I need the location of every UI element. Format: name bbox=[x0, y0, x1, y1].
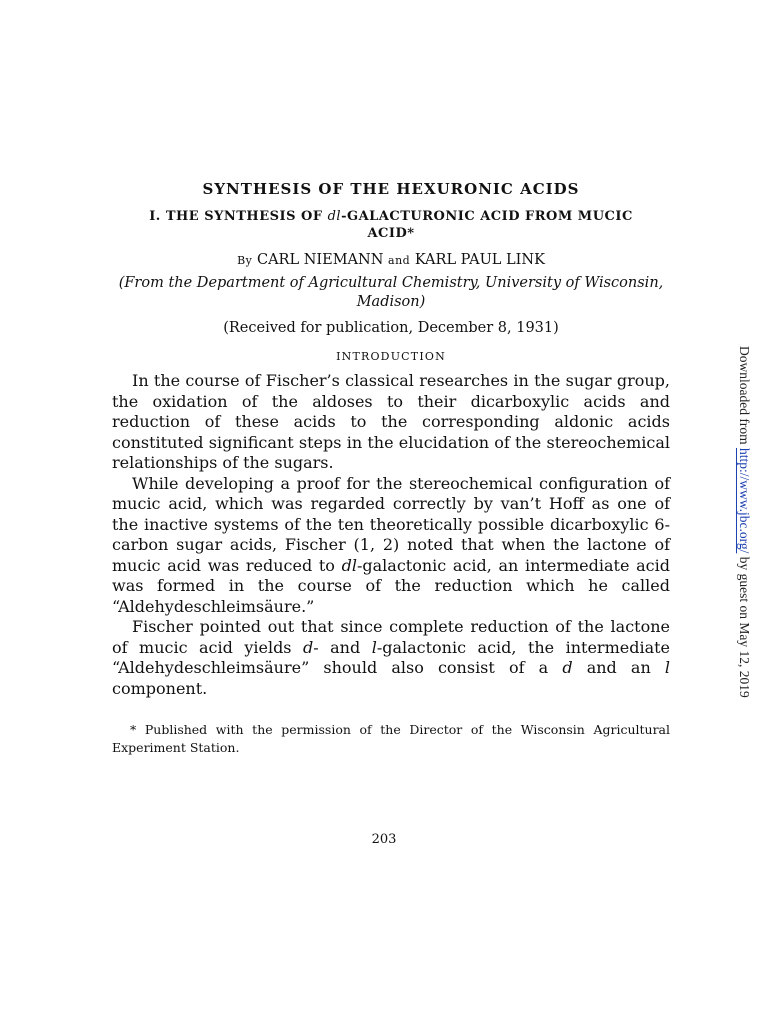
paragraph-3-italic-l: l bbox=[371, 637, 377, 657]
download-note-prefix: Downloaded from bbox=[737, 346, 752, 448]
footnote: * Published with the permission of the Director of the Wisconsin Agricultural Experiment Station. bbox=[112, 722, 670, 755]
section-heading-introduction: INTRODUCTION bbox=[336, 350, 446, 363]
page-number: 203 bbox=[371, 832, 397, 847]
paragraph-1: In the course of Fischer’s classical researches in the sugar group, the oxidation of the aldoses to their dicarboxylic acids and reduction of these acids to the corresponding aldonic acids constituted significant steps in the elucidation of the stereochemical relationships of the sugars. bbox=[112, 371, 670, 472]
paragraph-3-italic-d: d bbox=[303, 637, 314, 657]
paragraph-3-text-d: and an bbox=[572, 658, 665, 677]
paragraph-2-text-a: While developing a proof for the stereochemical configuration of mucic acid, which was regarded correctly by van’t Hoff as one of the inactive systems of the ten theoretically possible dicarboxylic 6-carbon sugar acids, Fischer (1, 2) noted that when the lactone of mucic acid was reduced to bbox=[112, 473, 670, 575]
paragraph-3-text-a: Fischer pointed out that since complete reduction of the lactone of mucic acid yields bbox=[112, 617, 670, 657]
download-margin-note bbox=[732, 346, 756, 698]
article-title: SYNTHESIS OF THE HEXURONIC ACIDS bbox=[202, 180, 580, 198]
article-subtitle bbox=[112, 208, 670, 242]
subtitle-part-2: -GALACTURONIC ACID FROM MUCIC ACID* bbox=[341, 209, 633, 241]
author-link: KARL PAUL LINK bbox=[414, 252, 545, 268]
paragraph-3-italic-l-2: l bbox=[664, 658, 671, 677]
paragraph-3-text-b: - and bbox=[313, 637, 372, 657]
and-label: and bbox=[388, 254, 411, 267]
author-niemann: CARL NIEMANN bbox=[256, 252, 384, 268]
author-line bbox=[112, 252, 670, 268]
affiliation: (From the Department of Agricultural Chemistry, University of Wisconsin, Madison) bbox=[118, 275, 664, 310]
paragraph-3-italic-d-2: d bbox=[562, 658, 573, 677]
paragraph-3 bbox=[112, 617, 670, 699]
jbc-link[interactable]: http://www.jbc.org/ bbox=[737, 447, 752, 554]
paragraph-2 bbox=[112, 474, 670, 618]
paragraph-3-text-c: -galactonic acid, the intermediate “Aldehydeschleimsäure” should also consist of a bbox=[112, 637, 671, 677]
download-note-suffix: by guest on May 12, 2019 bbox=[737, 553, 752, 698]
by-label: By bbox=[237, 254, 253, 267]
paragraph-2-italic: dl bbox=[341, 555, 357, 575]
received-date: (Received for publication, December 8, 1931) bbox=[223, 320, 559, 336]
subtitle-part-1: I. THE SYNTHESIS OF bbox=[149, 209, 328, 224]
paragraph-2-text-b: -galactonic acid, an intermediate acid was formed in the course of the reduction which he called “Aldehydeschleimsäure.” bbox=[112, 555, 670, 616]
paragraph-3-text-e: component. bbox=[112, 678, 208, 698]
subtitle-italic: dl bbox=[327, 209, 342, 224]
article-page bbox=[112, 180, 670, 757]
